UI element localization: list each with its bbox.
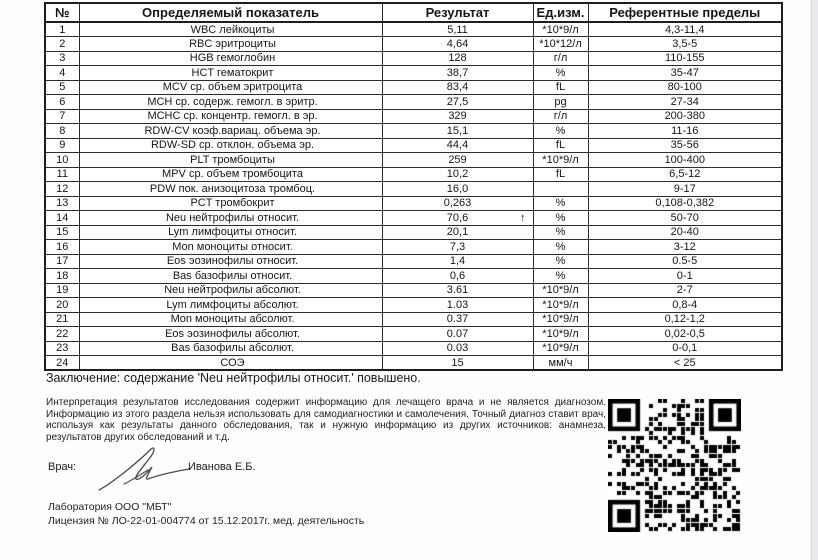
cell-param: RBC эритроциты	[79, 37, 382, 52]
cell-result	[382, 240, 533, 255]
cell-range: 100-400	[588, 153, 782, 168]
result-value: 128	[448, 52, 467, 65]
cell-range: 110-155	[588, 51, 782, 66]
cell-range: 35-56	[588, 138, 782, 153]
cell-units: %	[533, 211, 588, 226]
cell-num: 17	[45, 254, 79, 269]
table-row	[45, 254, 782, 269]
cell-range: 0-0,1	[588, 341, 782, 356]
result-value: 5,11	[447, 23, 468, 36]
cell-num: 14	[45, 211, 79, 226]
cell-num: 22	[45, 327, 79, 342]
cell-param: HGB гемоглобин	[79, 51, 382, 66]
cell-param: RDW-SD ср. отклон. объема эр.	[79, 138, 382, 153]
cell-result	[382, 196, 533, 211]
cell-num: 6	[45, 95, 79, 110]
cell-param: WBC лейкоциты	[79, 22, 382, 37]
result-value: 27,5	[446, 95, 469, 108]
cell-num: 10	[45, 153, 79, 168]
result-value: 1.03	[446, 298, 469, 311]
cell-param: MCHC ср. концентр. гемогл. в эр.	[79, 109, 382, 124]
cell-range: 4,3-11,4	[588, 22, 782, 37]
cell-param: Lym лимфоциты относит.	[79, 225, 382, 240]
cell-result	[382, 182, 533, 197]
table-row	[45, 356, 782, 371]
result-value: 1,4	[449, 255, 466, 268]
cell-result	[382, 95, 533, 110]
cell-result	[382, 51, 533, 66]
table-row	[45, 341, 782, 356]
table-row	[45, 95, 782, 110]
result-value: 10,2	[446, 168, 469, 181]
result-value: 0.37	[446, 313, 469, 326]
cell-range: 9-17	[588, 182, 782, 197]
table-row	[45, 66, 782, 81]
cell-param: Mon моноциты абсолют.	[79, 312, 382, 327]
cell-range: 11-16	[588, 124, 782, 139]
cell-num: 21	[45, 312, 79, 327]
cell-num: 15	[45, 225, 79, 240]
cell-result	[382, 269, 533, 284]
cell-param: PCT тромбокрит	[79, 196, 382, 211]
cell-units: *10*9/л	[533, 341, 588, 356]
cell-result	[382, 167, 533, 182]
cell-units: fL	[533, 138, 588, 153]
table-row	[45, 225, 782, 240]
cell-num: 4	[45, 66, 79, 81]
results-table-body	[45, 22, 782, 370]
cell-num: 11	[45, 167, 79, 182]
header-range: Референтные пределы	[588, 3, 782, 22]
cell-range: 50-70	[588, 211, 782, 226]
interpretation-text: Интерпретация результатов исследования содержит информацию для лечащего врача и не является диагнозом. Информацию из этого раздела нельзя использовать для самодиагностики и самолечения. Точный диагноз ставит врач, используя как результаты данного обследования, так и нужную информацию из других источников: анамнеза, результатов других обследований и т.д.	[46, 397, 606, 443]
doctor-label: Врач:	[48, 461, 77, 473]
cell-result	[382, 80, 533, 95]
table-row	[45, 22, 782, 37]
cell-units: fL	[533, 167, 588, 182]
result-value: 38,7	[446, 66, 469, 79]
cell-result	[382, 356, 533, 371]
cell-param: Neu нейтрофилы относит.	[79, 211, 382, 226]
cell-result	[382, 138, 533, 153]
cell-result	[382, 124, 533, 139]
cell-range: < 25	[588, 356, 782, 371]
result-value: 15	[451, 356, 464, 369]
cell-units: pg	[533, 95, 588, 110]
result-value: 20,1	[446, 226, 469, 239]
cell-num: 3	[45, 51, 79, 66]
table-row	[45, 269, 782, 284]
cell-units: *10*9/л	[533, 283, 588, 298]
lab-license: Лицензия № ЛО-22-01-004774 от 15.12.2017г. мед. деятельность	[48, 514, 365, 527]
header-result: Результат	[382, 3, 533, 22]
cell-num: 1	[45, 22, 79, 37]
doctor-name: Иванова Е.Б.	[188, 461, 256, 473]
cell-num: 16	[45, 240, 79, 255]
cell-units: *10*9/л	[533, 22, 588, 37]
cell-range: 0-1	[588, 269, 782, 284]
cell-num: 13	[45, 196, 79, 211]
cell-num: 12	[45, 182, 79, 197]
doctor-signature	[96, 446, 192, 499]
result-value: 44,4	[446, 139, 469, 152]
cell-units: %	[533, 240, 588, 255]
cell-param: Lym лимфоциты абсолют.	[79, 298, 382, 313]
cell-range: 20-40	[588, 225, 782, 240]
cell-result	[382, 66, 533, 81]
result-value: 0.03	[446, 342, 469, 355]
table-row	[45, 298, 782, 313]
cell-param: Mon моноциты относит.	[79, 240, 382, 255]
cell-param: MCV ср. объем эритроцита	[79, 80, 382, 95]
cell-param: PDW пок. анизоцитоза тромбоц.	[79, 182, 382, 197]
cell-units: *10*9/л	[533, 298, 588, 313]
cell-param: СОЭ	[79, 356, 382, 371]
cell-param: HCT гематокрит	[79, 66, 382, 81]
cell-units: %	[533, 269, 588, 284]
cell-param: PLT тромбоциты	[79, 153, 382, 168]
header-param: Определяемый показатель	[79, 3, 382, 22]
cell-num: 20	[45, 298, 79, 313]
cell-units: г/л	[533, 51, 588, 66]
header-units: Ед.изм.	[533, 3, 588, 22]
cell-units: *10*9/л	[533, 327, 588, 342]
conclusion-text: Заключение: содержание 'Neu нейтрофилы относит.' повышено.	[46, 371, 421, 385]
qr-code	[608, 399, 741, 532]
cell-num: 7	[45, 109, 79, 124]
cell-range: 2-7	[588, 283, 782, 298]
cell-units: %	[533, 254, 588, 269]
cell-num: 2	[45, 37, 79, 52]
cell-param: Neu нейтрофилы абсолют.	[79, 283, 382, 298]
cell-units: %	[533, 124, 588, 139]
cell-units: мм/ч	[533, 356, 588, 371]
cell-result	[382, 225, 533, 240]
cell-param: MPV ср. объем тромбоцита	[79, 167, 382, 182]
cell-units: г/л	[533, 109, 588, 124]
cell-num: 24	[45, 356, 79, 371]
cell-units: *10*9/л	[533, 312, 588, 327]
cell-num: 8	[45, 124, 79, 139]
table-row	[45, 138, 782, 153]
lab-name: Лаборатория ООО "МБТ"	[48, 501, 172, 513]
result-value: 83,4	[446, 81, 469, 94]
result-value: 16,0	[446, 182, 469, 195]
qr-code-image	[608, 399, 741, 532]
result-value: 0,263	[443, 197, 472, 210]
result-value: 7,3	[449, 240, 466, 253]
table-row	[45, 109, 782, 124]
cell-units: *10*12/л	[533, 37, 588, 52]
cell-result	[382, 211, 533, 226]
cell-result	[382, 37, 533, 52]
cell-num: 5	[45, 80, 79, 95]
cell-result	[382, 312, 533, 327]
cell-range: 0,108-0,382	[588, 196, 782, 211]
scrollbar-track[interactable]	[811, 0, 818, 560]
cell-num: 23	[45, 341, 79, 356]
cell-param: Eos эозинофилы абсолют.	[79, 327, 382, 342]
table-row	[45, 80, 782, 95]
cell-units: %	[533, 196, 588, 211]
table-row	[45, 327, 782, 342]
cell-range: 27-34	[588, 95, 782, 110]
table-row	[45, 167, 782, 182]
table-row	[45, 211, 782, 226]
cell-result	[382, 22, 533, 37]
result-value: 4,64	[446, 37, 469, 50]
high-flag-arrow-icon: ↑	[520, 212, 526, 224]
cell-range: 6,5-12	[588, 167, 782, 182]
cell-range: 80-100	[588, 80, 782, 95]
cell-units: *10*9/л	[533, 153, 588, 168]
result-value: 329	[448, 110, 467, 123]
cell-param: Bas базофилы абсолют.	[79, 341, 382, 356]
cell-result	[382, 283, 533, 298]
table-row	[45, 182, 782, 197]
result-value: 15,1	[446, 124, 469, 137]
cell-num: 9	[45, 138, 79, 153]
cell-range: 0,12-1,2	[588, 312, 782, 327]
result-value: 0,6	[449, 269, 466, 282]
cell-range: 200-380	[588, 109, 782, 124]
cell-range: 0.5-5	[588, 254, 782, 269]
results-table	[44, 2, 783, 371]
result-value: 0.07	[446, 327, 469, 340]
cell-range: 0,8-4	[588, 298, 782, 313]
cell-param: Bas базофилы относит.	[79, 269, 382, 284]
cell-result	[382, 153, 533, 168]
cell-range: 3,5-5	[588, 37, 782, 52]
cell-result	[382, 254, 533, 269]
cell-param: Eos эозинофилы относит.	[79, 254, 382, 269]
cell-num: 18	[45, 269, 79, 284]
cell-param: RDW-CV коэф.вариац. объема эр.	[79, 124, 382, 139]
result-value: 3.61	[446, 284, 469, 297]
cell-units: fL	[533, 80, 588, 95]
table-row	[45, 153, 782, 168]
cell-range: 0,02-0,5	[588, 327, 782, 342]
cell-result	[382, 109, 533, 124]
cell-units	[533, 182, 588, 197]
table-row	[45, 37, 782, 52]
header-num: №	[45, 3, 79, 22]
cell-param: MCH ср. содерж. гемогл. в эритр.	[79, 95, 382, 110]
table-row	[45, 196, 782, 211]
cell-result	[382, 341, 533, 356]
result-value: 70,6	[446, 211, 469, 224]
result-value: 259	[448, 153, 467, 166]
cell-units: %	[533, 66, 588, 81]
table-header-row	[45, 3, 782, 22]
lab-info	[48, 501, 364, 528]
cell-units: %	[533, 225, 588, 240]
cell-result	[382, 327, 533, 342]
table-row	[45, 312, 782, 327]
cell-num: 19	[45, 283, 79, 298]
cell-range: 3-12	[588, 240, 782, 255]
cell-range: 35-47	[588, 66, 782, 81]
table-row	[45, 240, 782, 255]
table-row	[45, 124, 782, 139]
table-row	[45, 283, 782, 298]
cell-result	[382, 298, 533, 313]
table-row	[45, 51, 782, 66]
